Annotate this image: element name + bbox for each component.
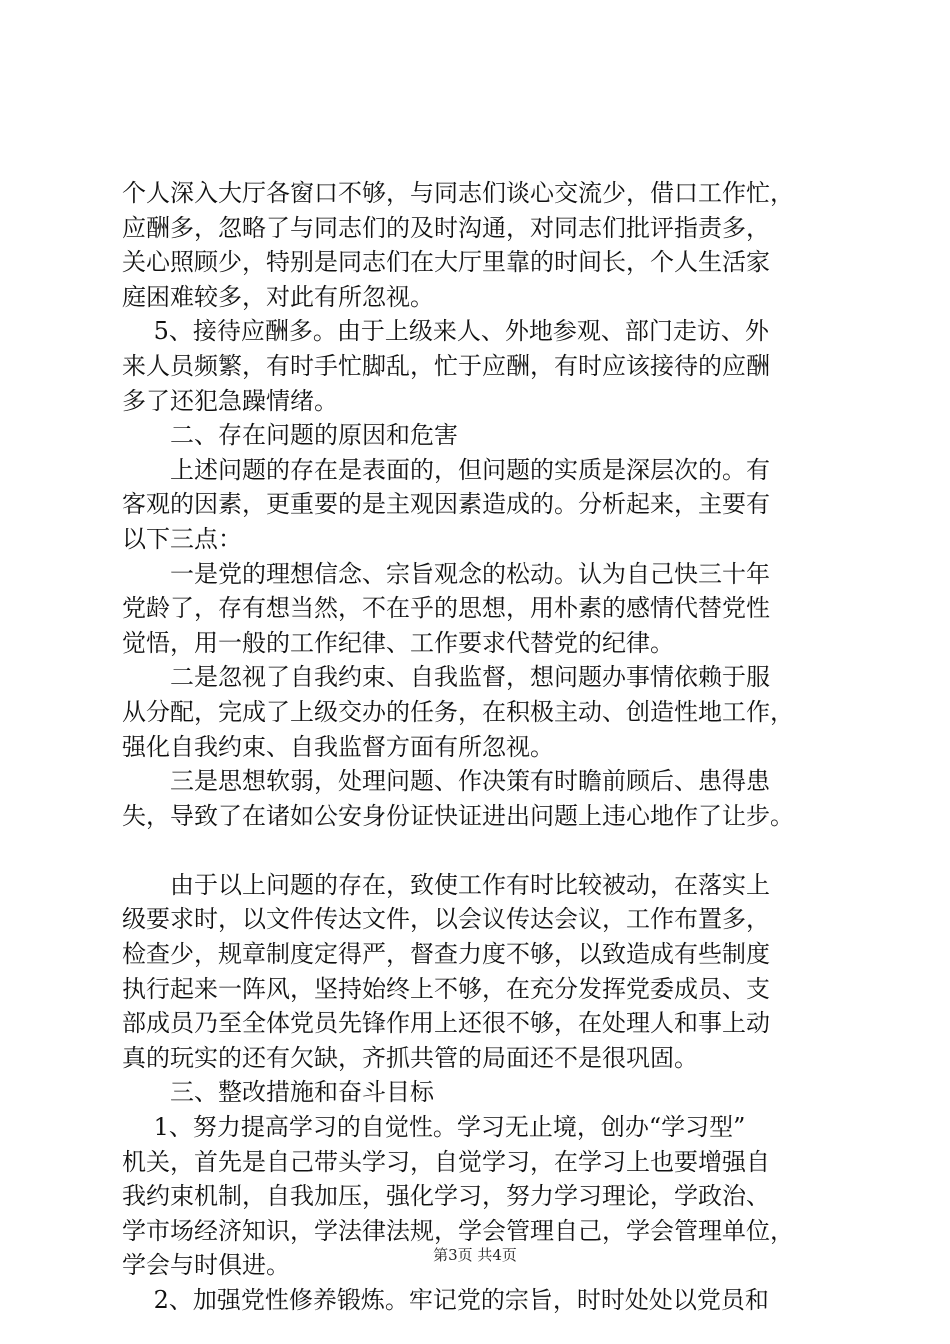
text-line: 学市场经济知识，学法律法规，学会管理自己，学会管理单位， xyxy=(122,1216,794,1245)
text-line: 级要求时，以文件传达文件，以会议传达会议，工作布置多， xyxy=(122,905,770,934)
text-line: 二是忽视了自我约束、自我监督，想问题办事情依赖于服 xyxy=(122,663,770,692)
text-line: 三是思想软弱，处理问题、作决策有时瞻前顾后、患得患 xyxy=(122,767,770,796)
text-line: 党龄了，存有想当然，不在乎的思想，用朴素的感情代替党性 xyxy=(122,594,770,623)
text-line: 检查少，规章制度定得严，督查力度不够，以致造成有些制度 xyxy=(122,940,770,969)
text-line: 强化自我约束、自我监督方面有所忽视。 xyxy=(122,732,554,761)
section-heading: 二、存在问题的原因和危害 xyxy=(122,421,458,450)
text-line: 失，导致了在诸如公安身份证快证进出问题上违心地作了让步。 xyxy=(122,801,794,830)
text-line: 上述问题的存在是表面的，但问题的实质是深层次的。有 xyxy=(122,455,770,484)
text-line: 从分配，完成了上级交办的任务，在积极主动、创造性地工作， xyxy=(122,697,794,726)
text-line: 庭困难较多，对此有所忽视。 xyxy=(122,282,434,311)
page-number-footer: 第3页 共4页 xyxy=(433,1246,517,1264)
blank-line xyxy=(122,833,842,868)
text-line: 部成员乃至全体党员先锋作用上还很不够，在处理人和事上动 xyxy=(122,1009,770,1038)
text-line: 一是党的理想信念、宗旨观念的松动。认为自己快三十年 xyxy=(122,559,770,588)
text-line: 多了还犯急躁情绪。 xyxy=(122,386,338,415)
text-line: 2、加强党性修养锻炼。牢记党的宗旨，时时处处以党员和 xyxy=(122,1286,769,1314)
text-line: 真的玩实的还有欠缺，齐抓共管的局面还不是很巩固。 xyxy=(122,1043,698,1072)
text-line: 1、努力提高学习的自觉性。学习无止境，创办“学习型” xyxy=(122,1113,746,1142)
text-line: 觉悟，用一般的工作纪律、工作要求代替党的纪律。 xyxy=(122,628,674,657)
text-line: 个人深入大厅各窗口不够，与同志们谈心交流少，借口工作忙， xyxy=(122,179,794,207)
body-text xyxy=(122,176,842,1318)
text-line: 机关，首先是自己带头学习，自觉学习，在学习上也要增强自 xyxy=(122,1147,770,1176)
text-line: 来人员频繁，有时手忙脚乱，忙于应酬，有时应该接待的应酬 xyxy=(122,351,770,380)
text-line: 以下三点： xyxy=(122,524,242,553)
text-line: 关心照顾少，特别是同志们在大厅里靠的时间长，个人生活家 xyxy=(122,248,770,277)
text-line: 执行起来一阵风，坚持始终上不够，在充分发挥党委成员、支 xyxy=(122,974,770,1003)
text-line: 应酬多，忽略了与同志们的及时沟通，对同志们批评指责多， xyxy=(122,213,770,242)
section-heading: 三、整改措施和奋斗目标 xyxy=(122,1078,434,1107)
text-line: 客观的因素，更重要的是主观因素造成的。分析起来，主要有 xyxy=(122,490,770,519)
text-line: 学会与时俱进。 xyxy=(122,1251,290,1280)
text-line: 由于以上问题的存在，致使工作有时比较被动，在落实上 xyxy=(122,870,770,899)
text-line: 我约束机制，自我加压，强化学习，努力学习理论，学政治、 xyxy=(122,1182,770,1211)
text-line: 5、接待应酬多。由于上级来人、外地参观、部门走访、外 xyxy=(122,317,769,346)
